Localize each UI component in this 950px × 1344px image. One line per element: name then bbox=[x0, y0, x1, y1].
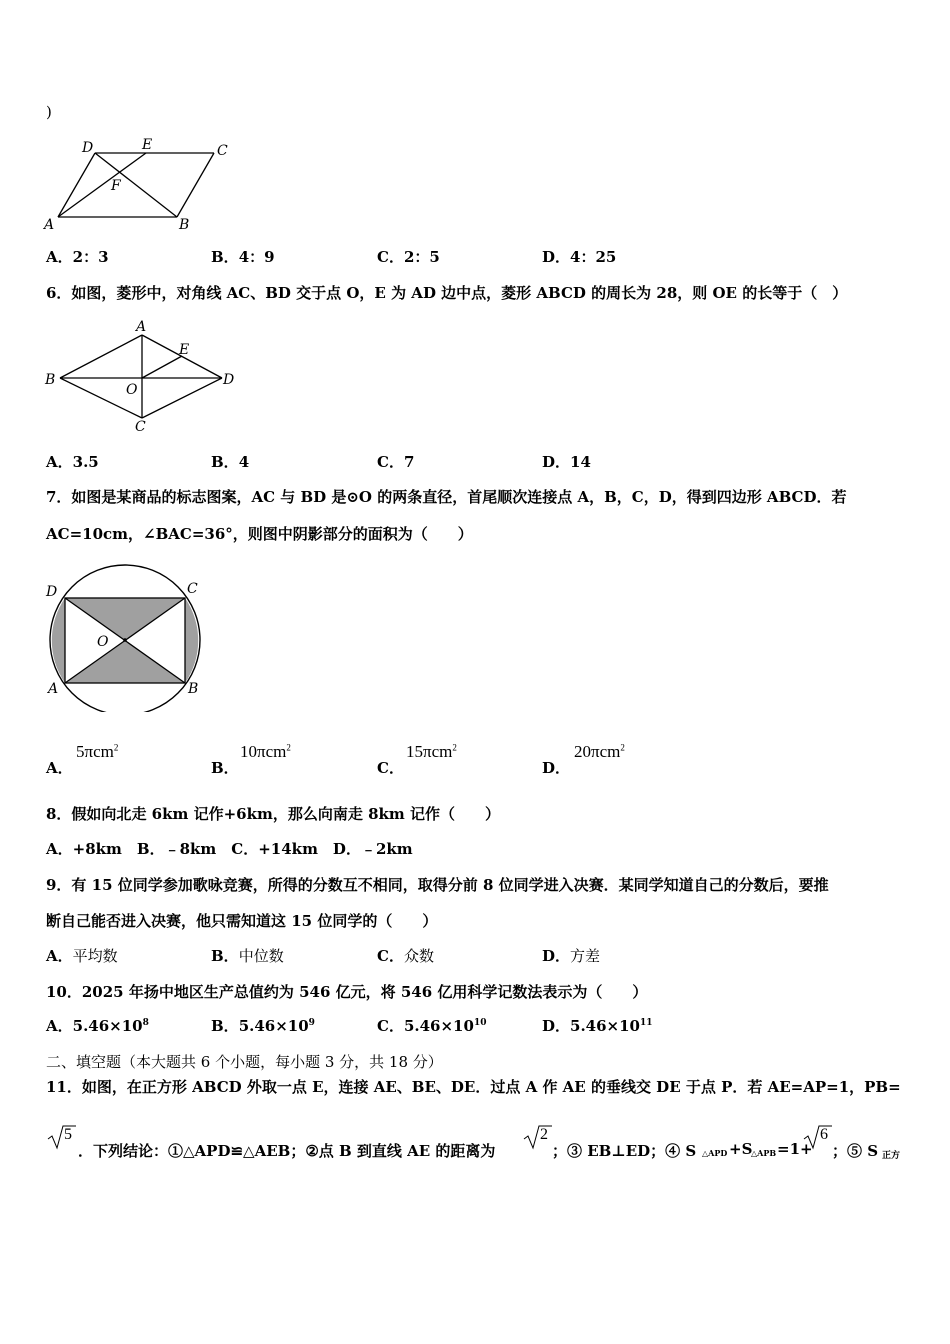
q10-option-c[interactable] bbox=[377, 1015, 486, 1036]
option-value: 5πcm bbox=[76, 742, 114, 761]
subscript-apd: △APD bbox=[702, 1148, 728, 1158]
q7-shaded-segment-right bbox=[185, 598, 198, 683]
q7-option-c-value bbox=[406, 742, 457, 762]
q6-question-text: 6．如图，菱形中，对角线 AC、BD 交于点 O，E 为 AD 边中点，菱形 ABCD 的周长为 28，则 OE 的长等于（ ） bbox=[46, 284, 848, 302]
option-text: 7 bbox=[403, 453, 415, 471]
q9-option-c[interactable] bbox=[377, 945, 434, 966]
option-letter: D． bbox=[542, 248, 571, 266]
q7-label-d: D bbox=[46, 584, 58, 600]
q11-conclusions-part3: ；⑤ S bbox=[832, 1142, 879, 1160]
option-letter: A． bbox=[46, 947, 73, 965]
q5-label-f: F bbox=[111, 178, 121, 194]
option-letter: D． bbox=[542, 453, 571, 471]
option-letter: A． bbox=[46, 248, 73, 266]
q5-label-b: B bbox=[179, 217, 190, 233]
q6-label-d: D bbox=[223, 372, 235, 388]
sqrt-5-value: 5 bbox=[64, 1126, 72, 1143]
q7-question-line1: 7．如图是某商品的标志图案，AC 与 BD 是⊙O 的两条直径，首尾顺次连接点 A，B，C，D，得到四边形 ABCD．若 bbox=[46, 488, 847, 506]
sqrt-6-value: 6 bbox=[820, 1126, 828, 1143]
q7-label-b: B bbox=[188, 681, 199, 697]
q5-label-a: A bbox=[44, 217, 55, 233]
q7-label-a: A bbox=[48, 681, 59, 697]
sqrt-2-value: 2 bbox=[540, 1126, 548, 1143]
q6-side-cd bbox=[142, 378, 222, 418]
q6-side-ab bbox=[60, 335, 142, 378]
option-letter: C． bbox=[377, 1017, 404, 1035]
option-text: 2：3 bbox=[72, 248, 109, 266]
q11-equals: =1+ bbox=[777, 1140, 813, 1158]
option-exponent: 9 bbox=[308, 1018, 315, 1028]
q6-label-o: O bbox=[126, 382, 138, 398]
q7-shaded-top bbox=[65, 598, 185, 640]
option-letter: A． bbox=[46, 1017, 73, 1035]
subscript-apb: △APB bbox=[751, 1148, 777, 1158]
option-letter: C． bbox=[377, 453, 404, 471]
q9-option-b[interactable] bbox=[211, 945, 284, 966]
q7-label-c: C bbox=[187, 581, 198, 597]
option-text: 众数 bbox=[403, 947, 434, 965]
q11-question-line1: 11．如图，在正方形 ABCD 外取一点 E，连接 AE、BE、DE．过点 A 作 AE 的垂线交 DE 于点 P．若 AE=AP=1，PB= bbox=[46, 1078, 901, 1096]
q7-option-d-value bbox=[574, 742, 625, 762]
q10-option-b[interactable] bbox=[211, 1015, 315, 1036]
q6-option-d[interactable] bbox=[542, 451, 591, 472]
option-exponent: 2 bbox=[620, 742, 625, 753]
q7-label-o: O bbox=[97, 634, 109, 650]
q5-side-ad bbox=[58, 153, 95, 217]
q7-circle-logo-figure bbox=[40, 562, 220, 712]
q6-option-a[interactable] bbox=[46, 451, 99, 472]
q6-option-c[interactable] bbox=[377, 451, 414, 472]
section-heading-fill-in: 二、填空题（本大题共 6 个小题，每小题 3 分，共 18 分） bbox=[46, 1053, 443, 1071]
option-exponent: 8 bbox=[142, 1018, 149, 1028]
option-letter: B． bbox=[211, 947, 239, 965]
q6-segment-oe bbox=[142, 356, 182, 378]
q10-option-a[interactable] bbox=[46, 1015, 149, 1036]
q5-side-bc bbox=[177, 153, 214, 217]
q5-option-b[interactable] bbox=[211, 246, 275, 267]
q9-option-a[interactable] bbox=[46, 945, 118, 966]
option-base: 5.46×10 bbox=[238, 1017, 309, 1035]
q9-question-line1: 9．有 15 位同学参加歌咏竞赛，所得的分数互不相同，取得分前 8 位同学进入决赛．某同学知道自己的分数后，要推 bbox=[46, 876, 829, 894]
option-text: 方差 bbox=[570, 947, 601, 965]
q6-label-a: A bbox=[136, 319, 147, 335]
q8-options[interactable]: A．+8km B．﹣8km C．+14km D．﹣2km bbox=[46, 840, 413, 858]
q11-plus-s: +S bbox=[729, 1140, 753, 1158]
q7-shaded-segment-left bbox=[52, 598, 65, 683]
q7-shaded-bottom bbox=[65, 640, 185, 683]
q7-option-a-value bbox=[76, 742, 118, 762]
option-text: 2：5 bbox=[403, 248, 440, 266]
option-exponent: 2 bbox=[113, 742, 119, 753]
q9-option-d[interactable] bbox=[542, 945, 600, 966]
option-text: 14 bbox=[570, 453, 591, 471]
q7-option-a-letter[interactable]: A． bbox=[46, 759, 73, 777]
option-letter: C． bbox=[377, 947, 404, 965]
option-letter: B． bbox=[211, 1017, 239, 1035]
option-text: 3.5 bbox=[72, 453, 99, 471]
option-letter: A． bbox=[46, 453, 73, 471]
option-letter: D． bbox=[542, 1017, 571, 1035]
option-base: 5.46×10 bbox=[570, 1017, 640, 1035]
q10-option-d[interactable] bbox=[542, 1015, 653, 1036]
q5-label-d: D bbox=[82, 140, 94, 156]
q9-question-line2: 断自己能否进入决赛，他只需知道这 15 位同学的（ ） bbox=[46, 912, 438, 930]
q5-parallelogram-figure bbox=[40, 135, 240, 235]
q7-option-d-letter[interactable]: D． bbox=[542, 759, 571, 777]
q8-question-text: 8．假如向北走 6km 记作+6km，那么向南走 8km 记作（ ） bbox=[46, 805, 501, 823]
q6-label-b: B bbox=[45, 372, 56, 388]
q6-label-e: E bbox=[179, 342, 190, 358]
option-exponent: 2 bbox=[452, 742, 457, 753]
option-text: 4：9 bbox=[238, 248, 275, 266]
option-value: 10πcm bbox=[240, 742, 287, 761]
q7-option-b-letter[interactable]: B． bbox=[211, 759, 239, 777]
option-exponent: 2 bbox=[286, 742, 291, 753]
q5-line-ae bbox=[58, 153, 146, 217]
option-exponent: 10 bbox=[473, 1018, 487, 1028]
q11-conclusions-part2: ；③ EB⊥ED；④ S bbox=[552, 1142, 697, 1160]
previous-question-paren: ) bbox=[46, 103, 52, 121]
q5-option-d[interactable] bbox=[542, 246, 616, 267]
option-value: 15πcm bbox=[406, 742, 453, 761]
option-value: 20πcm bbox=[574, 742, 621, 761]
option-text: 4：25 bbox=[570, 248, 617, 266]
q11-question-line2 bbox=[46, 1124, 926, 1164]
q5-option-c[interactable] bbox=[377, 246, 440, 267]
option-letter: B． bbox=[211, 453, 239, 471]
q7-question-line2: AC=10cm，∠BAC=36°，则图中阴影部分的面积为（ ） bbox=[46, 525, 473, 543]
q5-label-c: C bbox=[217, 143, 228, 159]
q5-label-e: E bbox=[142, 137, 153, 153]
option-letter: B． bbox=[211, 248, 239, 266]
q7-option-b-value bbox=[240, 742, 291, 762]
option-text: 平均数 bbox=[72, 947, 118, 965]
option-exponent: 11 bbox=[640, 1018, 653, 1028]
q10-question-text: 10．2025 年扬中地区生产总值约为 546 亿元，将 546 亿用科学记数法表示为（ ） bbox=[46, 983, 648, 1001]
q5-line-db bbox=[95, 153, 177, 217]
option-letter: D． bbox=[542, 947, 571, 965]
q6-label-c: C bbox=[135, 419, 146, 435]
q5-option-a[interactable] bbox=[46, 246, 109, 267]
q7-option-c-letter[interactable]: C． bbox=[377, 759, 404, 777]
option-letter: C． bbox=[377, 248, 404, 266]
option-base: 5.46×10 bbox=[72, 1017, 143, 1035]
option-text: 4 bbox=[238, 453, 250, 471]
q7-center-point bbox=[123, 638, 127, 642]
q6-option-b[interactable] bbox=[211, 451, 249, 472]
option-base: 5.46×10 bbox=[403, 1017, 474, 1035]
q11-conclusions-part1: ．下列结论：①△APD≌△AEB；②点 B 到直线 AE 的距离为 bbox=[78, 1142, 496, 1160]
q6-rhombus-figure bbox=[40, 315, 240, 435]
subscript-square: 正方 bbox=[882, 1151, 901, 1161]
option-text: 中位数 bbox=[238, 947, 284, 965]
